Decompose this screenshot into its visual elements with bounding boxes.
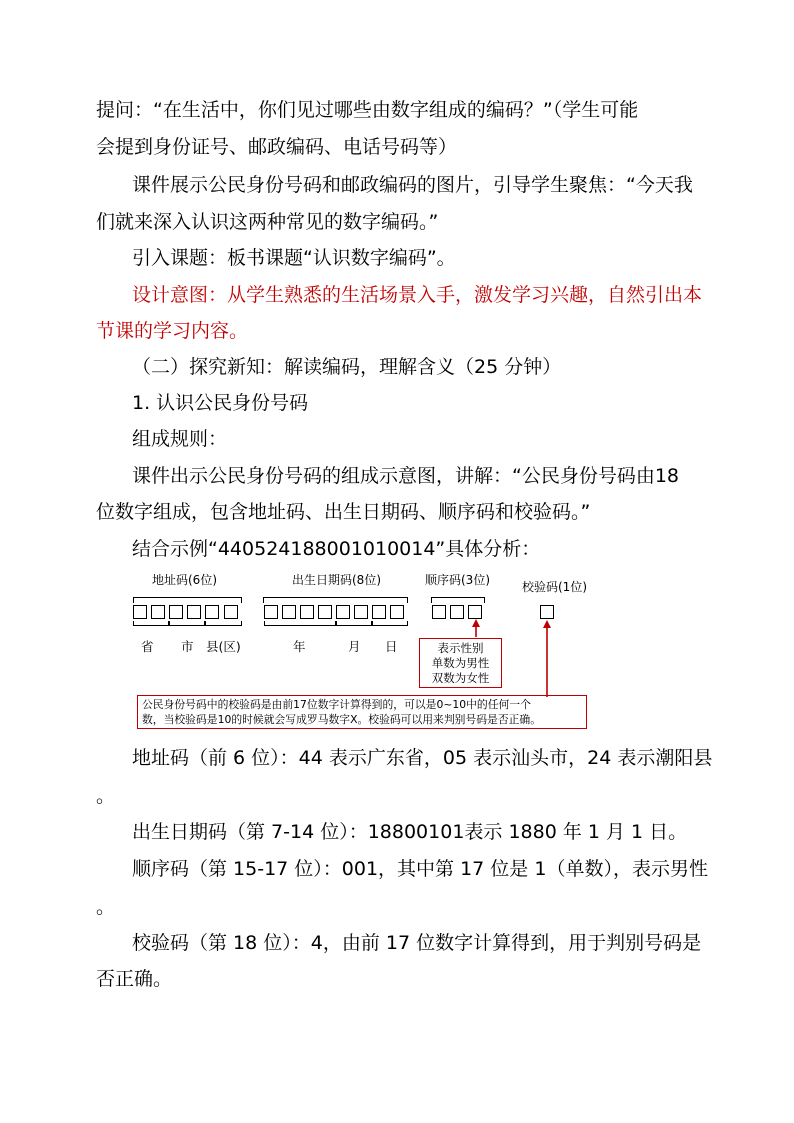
check-digit-box [540,605,554,619]
paragraph-sequence-code: 顺序码（第 15-17 位）：001，其中第 17 位是 1（单数），表示男性 [132,858,708,880]
digit-box [372,605,386,619]
note-line: 公民身份号码中的校验码是由前17位数字计算得到的，可以是0~10中的任何一个 [142,698,531,711]
digit-box [224,605,238,619]
paragraph-rules-label: 组成规则： [132,428,228,450]
digit-box [264,605,278,619]
province-label: 省 [141,639,154,654]
month-label: 月 [348,639,361,654]
paragraph-question-cont: 会提到身份证号、邮政编码、电话号码等） [96,136,458,158]
digit-box [354,605,368,619]
digit-box [205,605,219,619]
digit-box [432,605,446,619]
paragraph-courseware-cont: 们就来深入认识这两种常见的数字编码。” [96,211,439,233]
paragraph-example: 结合示例“440524188001010014”具体分析： [132,538,541,560]
note-line: 数，当校验码是10的时候就会写成罗马数字X。校验码可以用来判别号码是否正确。 [142,713,542,726]
paragraph-check-code-cont: 否正确。 [96,968,173,990]
digit-box [187,605,201,619]
check-code-label: 校验码(1位) [522,580,587,594]
paragraph-address-code: 地址码（前 6 位）：44 表示广东省，05 表示汕头市，24 表示潮阳县 [132,747,713,769]
day-underline [372,621,408,626]
paragraph-topic: 引入课题：板书课题“认识数字编码”。 [132,247,456,269]
legend-line: 双数为女性 [431,671,490,685]
year-underline [264,621,336,626]
birth-code-label: 出生日期码(8位) [292,573,381,587]
digit-box [318,605,332,619]
paragraph-address-code-cont: 。 [96,785,116,807]
legend-line: 表示性别 [437,641,484,655]
sequence-code-label: 顺序码(3位) [425,573,490,587]
digit-box [450,605,464,619]
legend-line: 单数为男性 [431,656,490,670]
paragraph-explain-cont: 位数字组成，包含地址码、出生日期码、顺序码和校验码。” [96,501,591,523]
digit-box [151,605,165,619]
city-underline [169,621,205,626]
paragraph-design-intent: 设计意图：从学生熟悉的生活场景入手，激发学习兴趣，自然引出本 [132,284,703,306]
paragraph-check-code: 校验码（第 18 位）：4，由前 17 位数字计算得到，用于判别号码是 [132,932,702,954]
section-heading: （二）探究新知：解读编码，理解含义（25 分钟） [132,356,562,378]
subsection-heading: 1. 认识公民身份号码 [132,392,309,414]
digit-box [300,605,314,619]
paragraph-courseware: 课件展示公民身份号码和邮政编码的图片，引导学生聚焦：“今天我 [132,174,693,196]
address-bracket [133,597,242,603]
day-label: 日 [385,639,398,654]
year-label: 年 [293,639,306,654]
paragraph-birth-code: 出生日期码（第 7-14 位）：18800101表示 1880 年 1 月 1 日。 [132,821,688,843]
county-underline [205,621,242,626]
check-code-note [137,695,587,729]
digit-box [169,605,183,619]
month-underline [336,621,372,626]
digit-box [468,605,482,619]
gender-legend [419,638,502,688]
paragraph-sequence-code-cont: 。 [96,896,116,918]
birth-bracket [263,597,408,603]
city-label: 市 [181,639,194,654]
paragraph-explain: 课件出示公民身份号码的组成示意图，讲解：“公民身份号码由18 [132,465,680,487]
province-underline [133,621,169,626]
paragraph-design-intent-cont: 节课的学习内容。 [96,320,249,342]
digit-box [390,605,404,619]
paragraph-question: 提问：“在生活中，你们见过哪些由数字组成的编码？”（学生可能 [96,99,639,121]
county-label: 县(区) [206,639,241,654]
address-code-label: 地址码(6位) [152,573,217,587]
digit-box [133,605,147,619]
digit-box [336,605,350,619]
digit-box [282,605,296,619]
sequence-bracket [431,597,485,603]
